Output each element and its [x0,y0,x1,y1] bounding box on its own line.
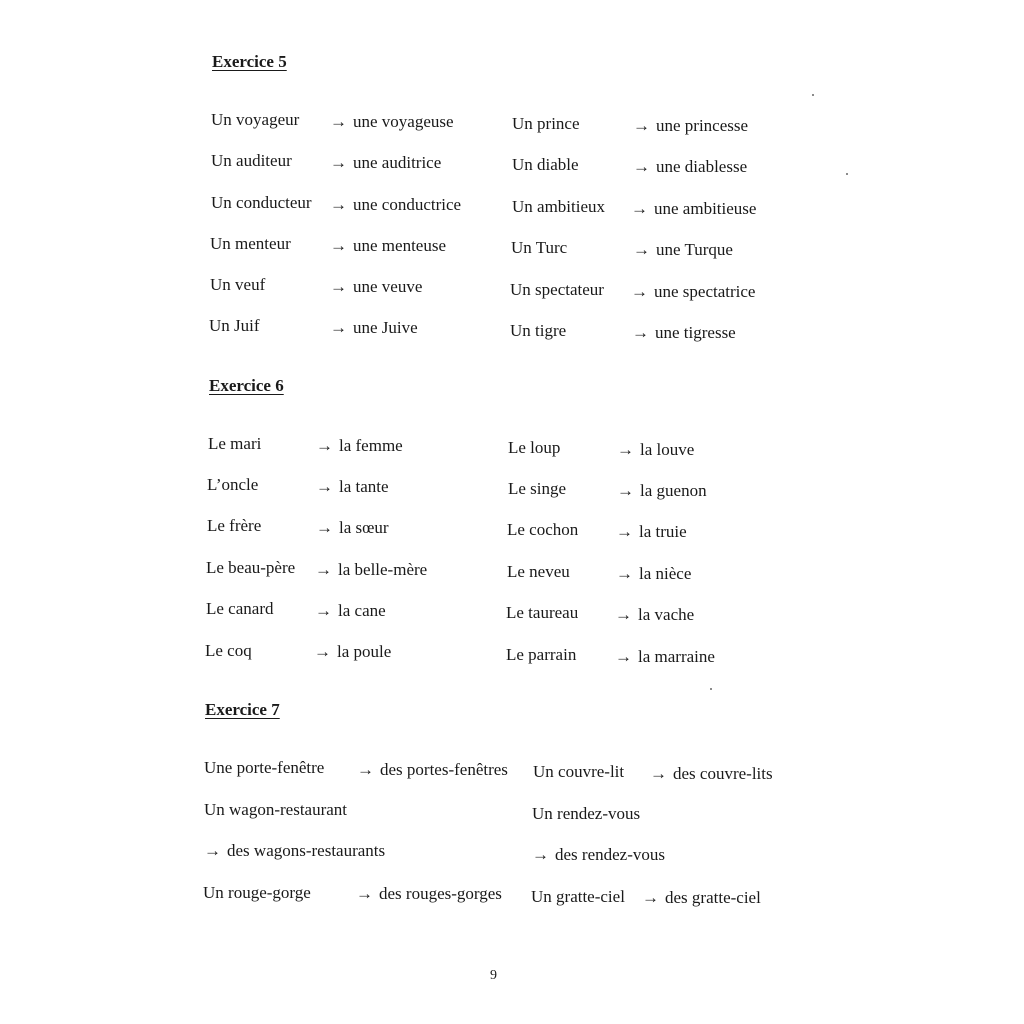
arrow-right-icon: → [330,112,347,131]
arrow-right-icon: → [617,481,634,500]
page-number: 9 [490,968,497,983]
ex5-row3-masculine-right: Un ambitieux [512,197,606,216]
arrow-right-icon: → [616,564,633,583]
ex6-row4-feminine-left [315,560,427,580]
ex6-row5-b: la cane [338,601,386,620]
ex7-row2-singular-left: Un wagon-restaurant [204,800,348,819]
arrow-right-icon: → [615,605,632,624]
ex6-row6-masculine-right: Le parrain [506,645,577,664]
ex6-row1-masculine-right: Le loup [508,438,561,457]
ex5-row1-masculine-right: Un prince [512,114,580,133]
exercise-6-heading: Exercice 6 [209,376,284,395]
ex5-row6-b: une Juive [353,318,418,337]
ex5-row2-b: une auditrice [353,153,442,172]
ex7-row4-plural-left [356,884,502,904]
ex6-row2-d: la guenon [640,481,707,500]
ex5-row5-masculine-left: Un veuf [210,275,266,294]
ex6-row1-d: la louve [640,440,695,459]
ex6-row2-feminine-left [316,477,389,497]
ex5-row4-d: une Turque [656,240,733,259]
ex7-row4-singular-right: Un gratte-ciel [531,887,625,906]
ex6-row4-masculine-left: Le beau-père [206,558,296,577]
ex5-row6-masculine-left: Un Juif [209,316,260,335]
ex5-row3-b: une conductrice [353,195,462,214]
ex6-row6-d: la marraine [638,647,715,666]
ex6-row5-d: la vache [638,605,695,624]
ex6-row5-feminine-right [615,605,694,625]
arrow-right-icon: → [617,440,634,459]
ex7-row3-plural-right [532,845,665,865]
ex5-row2-d: une diablesse [656,157,748,176]
ex7-row1-b: des portes-fenêtres [380,760,508,779]
ex7-row2-singular-right: Un rendez-vous [532,804,641,823]
ex5-row1-d: une princesse [656,116,749,135]
ex6-row3-d: la truie [639,522,687,541]
ex7-row3-plural-left [204,841,385,861]
ex6-row6-b: la poule [337,642,392,661]
scan-speck [710,688,712,690]
arrow-right-icon: → [330,318,347,337]
ex5-row6-feminine-left [330,318,418,338]
arrow-right-icon: → [631,282,648,301]
ex7-row1-singular-left: Une porte-fenêtre [204,758,325,777]
ex5-row3-feminine-right [631,199,756,219]
ex5-row4-masculine-left: Un menteur [210,234,291,253]
arrow-right-icon: → [616,522,633,541]
arrow-right-icon: → [633,116,650,135]
arrow-right-icon: → [204,841,221,860]
ex6-row2-feminine-right [617,481,707,501]
arrow-right-icon: → [532,845,549,864]
arrow-right-icon: → [356,884,373,903]
arrow-right-icon: → [633,157,650,176]
ex6-row3-feminine-left [316,518,389,538]
ex6-row2-masculine-left: L’oncle [207,475,259,494]
arrow-right-icon: → [633,240,650,259]
ex6-row6-feminine-left [314,642,391,662]
arrow-right-icon: → [615,647,632,666]
arrow-right-icon: → [330,236,347,255]
ex6-row1-masculine-left: Le mari [208,434,262,453]
ex6-row4-d: la nièce [639,564,692,583]
ex7-row1-singular-right: Un couvre-lit [533,762,625,781]
ex7-row1-d: des couvre-lits [673,764,773,783]
ex5-row5-masculine-right: Un spectateur [510,280,604,299]
ex5-row5-feminine-right [631,282,755,302]
ex6-row6-masculine-left: Le coq [205,641,252,660]
arrow-right-icon: → [316,436,333,455]
ex5-row1-b: une voyageuse [353,112,454,131]
ex6-row1-feminine-right [617,440,694,460]
exercise-5-heading: Exercice 5 [212,52,287,71]
arrow-right-icon: → [315,560,332,579]
ex7-row4-plural-right [642,888,761,908]
ex5-row3-d: une ambitieuse [654,199,757,218]
arrow-right-icon: → [330,153,347,172]
arrow-right-icon: → [650,764,667,783]
ex5-row2-feminine-left [330,153,441,173]
ex6-row4-feminine-right [616,564,691,584]
ex7-row3-d: des rendez-vous [555,845,665,864]
ex6-row3-masculine-left: Le frère [207,516,262,535]
scan-speck [846,173,848,175]
ex6-row5-feminine-left [315,601,386,621]
arrow-right-icon: → [330,195,347,214]
ex6-row5-masculine-right: Le taureau [506,603,579,622]
arrow-right-icon: → [642,888,659,907]
ex5-row3-feminine-left [330,195,461,215]
ex5-row2-feminine-right [633,157,747,177]
ex6-row4-masculine-right: Le neveu [507,562,570,581]
ex6-row3-b: la sœur [339,518,389,537]
arrow-right-icon: → [631,199,648,218]
ex5-row5-feminine-left [330,277,422,297]
arrow-right-icon: → [316,518,333,537]
ex5-row4-b: une menteuse [353,236,446,255]
arrow-right-icon: → [315,601,332,620]
ex7-row4-singular-left: Un rouge-gorge [203,883,311,902]
ex6-row1-b: la femme [339,436,403,455]
ex7-row1-plural-right [650,764,773,784]
ex7-row4-b: des rouges-gorges [379,884,502,903]
ex5-row2-masculine-left: Un auditeur [211,151,292,170]
ex5-row5-d: une spectatrice [654,282,756,301]
arrow-right-icon: → [632,323,649,342]
ex7-row3-b: des wagons-restaurants [227,841,386,860]
arrow-right-icon: → [330,277,347,296]
ex5-row3-masculine-left: Un conducteur [211,193,312,212]
ex5-row2-masculine-right: Un diable [512,155,579,174]
ex5-row4-masculine-right: Un Turc [511,238,568,257]
ex5-row6-d: une tigresse [655,323,736,342]
ex7-row4-d: des gratte-ciel [665,888,761,907]
ex5-row4-feminine-right [633,240,733,260]
ex7-row1-plural-left [357,760,508,780]
ex6-row1-feminine-left [316,436,403,456]
arrow-right-icon: → [316,477,333,496]
scan-speck [812,94,814,96]
ex6-row6-feminine-right [615,647,715,667]
ex5-row6-feminine-right [632,323,736,343]
exercise-7-heading: Exercice 7 [205,700,280,719]
ex6-row5-masculine-left: Le canard [206,599,274,618]
ex6-row4-b: la belle-mère [338,560,428,579]
ex6-row3-feminine-right [616,522,687,542]
ex6-row3-masculine-right: Le cochon [507,520,579,539]
ex6-row2-masculine-right: Le singe [508,479,567,498]
ex5-row6-masculine-right: Un tigre [510,321,567,340]
ex5-row1-feminine-left [330,112,454,132]
ex6-row2-b: la tante [339,477,389,496]
ex5-row1-feminine-right [633,116,748,136]
ex5-row1-masculine-left: Un voyageur [211,110,300,129]
ex5-row5-b: une veuve [353,277,423,296]
arrow-right-icon: → [357,760,374,779]
ex5-row4-feminine-left [330,236,446,256]
arrow-right-icon: → [314,642,331,661]
